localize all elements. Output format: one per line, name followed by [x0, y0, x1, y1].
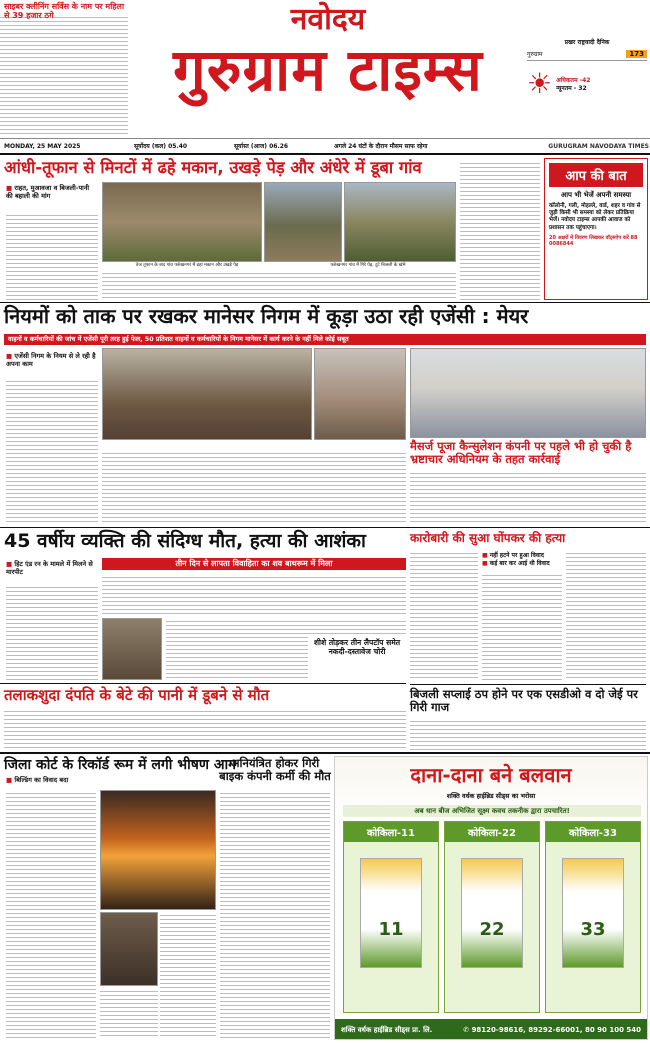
story3-headline: 45 वर्षीय व्यक्ति की संदिग्ध मौत, हत्या की आशंका — [4, 530, 366, 552]
story1-caption-2: फर्रुखनगर गांव में गिरे पेड़, टूटे बिजली के खंभे — [330, 263, 406, 268]
paper-name: GURUGRAM NAVODAYA TIMES — [548, 142, 649, 150]
divider — [410, 684, 646, 685]
bullet-icon: ■ — [6, 184, 13, 192]
story2-side-body — [410, 470, 646, 524]
price-label: प्रखर राष्ट्रवादी दैनिक — [564, 39, 610, 46]
story1-body — [6, 212, 98, 300]
price-value: 173 — [626, 50, 647, 58]
divider — [0, 138, 650, 139]
masthead — [130, 0, 526, 128]
divider — [0, 683, 406, 684]
story5-headline: तलाकशुदा दंपति के बेटे की पानी में डूबने से मौत — [4, 686, 270, 704]
ad-band: अब धान बीज अभिजित सूक्ष्म कवच तकनीक द्वारा उपचारित! — [343, 805, 641, 817]
weather-icon: ☀ — [527, 67, 553, 100]
ad-product-pack: 11 — [360, 858, 422, 968]
story2-photo-3 — [410, 348, 646, 438]
weather-min: न्यूनतम - 32 — [556, 84, 587, 92]
ad-product-pack: 22 — [461, 858, 523, 968]
ad-brand: शक्ति वर्धक हाईब्रिड सीड्स प्रा. लि. — [341, 1025, 433, 1034]
story2-headline: नियमों को ताक पर रखकर मानेसर निगम में कूड़ा उठा रही एजेंसी : मेयर — [4, 304, 529, 328]
sunrise: सूर्योदय (कल) 05.40 — [134, 143, 188, 150]
story4-bullets — [482, 552, 562, 568]
story2-body — [6, 378, 98, 524]
ad-block — [334, 756, 648, 1040]
story1-body-3 — [460, 160, 540, 300]
story7-photo-1 — [100, 790, 216, 910]
story7-body-2 — [160, 912, 216, 1038]
story4-body — [410, 550, 478, 680]
divider — [0, 527, 650, 528]
story2-photo-1 — [102, 348, 312, 440]
story4-body-2 — [482, 572, 562, 680]
story7-headline: जिला कोर्ट के रिकॉर्ड रूम में लगी भीषण आग — [4, 757, 237, 773]
story1-photo-3 — [344, 182, 456, 262]
story3-subhead: तीन दिन से लापता विवाहिता का शव बाथरूम में मिला — [102, 558, 406, 570]
ad-product-pack: 33 — [562, 858, 624, 968]
story2-body-2 — [102, 450, 406, 524]
story3-body-2 — [102, 574, 406, 616]
ad-phone-icon: ✆ 98120-98616, 89292-66001, 80 90 100 540 — [463, 1026, 641, 1034]
column-subtitle: आप भी भेजें अपनी समस्या — [560, 191, 632, 199]
ad-phone: 98120-98616, 89292-66001, 80 90 100 540 — [471, 1026, 641, 1034]
story2-subhead: वाहनों व कर्मचारियों की जांच में एजेंसी पूरी तरह हुई फेल, 50 प्रतिशत वाहनों व कर्मचारियों के निगम मानेसर में कार्य करने के नहीं मिले कोई सबूत — [4, 334, 646, 345]
story7-body — [6, 790, 96, 1038]
ad-product-row — [343, 821, 641, 1013]
story4-headline: कारोबारी की सुआ घोंपकर की हत्या — [410, 531, 566, 545]
weather-max: अधिकतम -42 — [556, 76, 591, 84]
story4-body-3 — [566, 550, 646, 680]
story3-quote-box — [308, 636, 406, 682]
sunset: सूर्यास्त (आज) 06.26 — [234, 143, 289, 150]
column-title: आप की बात — [549, 163, 643, 187]
story3-photo — [102, 618, 162, 680]
ad-product-1 — [343, 821, 439, 1013]
ad-footer — [335, 1019, 647, 1040]
divider — [0, 153, 650, 155]
date: MONDAY, 25 MAY 2025 — [4, 142, 81, 150]
story7-body-3 — [100, 988, 158, 1038]
column-footer: 20 अक्षरों में विवरण लिखकर वॉट्सऐप करें 88 0086844 — [549, 234, 638, 247]
column-box — [544, 158, 648, 300]
weather-tagline: अगले 24 घंटों के दौरान मौसम साफ रहेगा — [334, 143, 428, 150]
story5-body — [4, 708, 406, 750]
story2-photo-2 — [314, 348, 406, 440]
story1-body-2 — [102, 270, 456, 300]
price-box — [527, 38, 647, 134]
story2-bullet: ■ एजेंसी निगम के नियम से ले रही है अपना काम — [6, 352, 96, 368]
ad-product-label: कोकिला-11 — [344, 822, 438, 842]
story3-body — [6, 584, 98, 680]
story2-side-headline: मैसर्ज पूजा कैन्सुलेशन कंपनी पर पहले भी हो चुकी है भ्रष्टाचार अधिनियम के तहत कार्रवाई — [410, 439, 632, 466]
bullet-icon: ■ — [6, 352, 13, 360]
bullet-icon: ■ — [6, 560, 13, 568]
dateline — [0, 140, 650, 152]
story8-body — [220, 790, 330, 1038]
ad-tagline: शक्ति वर्धक हाईब्रिड सीड्स का भरोसा — [446, 792, 536, 800]
story1-caption-1: तेज तूफान के बाद गांव फर्रुखनगर में ढहा मकान और उखड़े पेड़ — [135, 263, 239, 268]
story8-headline: अनियंत्रित होकर गिरी बाइक कंपनी कर्मी की मौत — [219, 756, 331, 783]
story4-bullet-2: ■ कई बार कर आई थी विवाद — [482, 560, 550, 567]
ad-headline: दाना-दाना बने बलवान — [410, 763, 572, 787]
price-city: गुरुग्राम — [527, 51, 543, 58]
story4-bullet-1: ■ नहीं हटने पर हुआ विवाद — [482, 552, 544, 559]
story3-bullet: ■ हिट एंड रन के मामले में मिलने से मारपीट — [6, 560, 93, 576]
ad-product-label: कोकिला-22 — [445, 822, 539, 842]
story1-bullet: ■ राहत, मुआवजा व बिजली-पानी की बहाली की मांग — [6, 184, 90, 200]
story6-headline: बिजली सप्लाई ठप होने पर एक एसडीओ व दो जेई पर गिरी गाज — [410, 687, 638, 714]
story7-photo-2 — [100, 912, 158, 986]
story1-photo-1 — [102, 182, 262, 262]
ad-product-2 — [444, 821, 540, 1013]
ad-product-label: कोकिला-33 — [546, 822, 640, 842]
story6-body — [410, 718, 646, 750]
column-body: कॉलोनी, गली, मोहल्ले, वार्ड, शहर व गांव से जुड़ी किसी भी समस्या को लेकर प्रतिक्रिया भेजें। नवोदय टाइम्स आपकी आवाज को प्रशासन तक पहुंचाएगा। — [549, 203, 641, 231]
story3-quote-title: शीशे तोड़कर तीन लैपटॉप समेत नकदी-दस्तावेज चोरी — [313, 638, 401, 656]
story7-bullet: ■ बिल्डिंग का विवाद बदा — [6, 776, 69, 784]
story1-photo-2 — [264, 182, 342, 262]
lead-story-body — [0, 14, 128, 136]
masthead-top: नवोदय — [290, 2, 366, 37]
divider — [0, 752, 650, 754]
story1-headline: आंधी-तूफान से मिनटों में ढहे मकान, उखड़े पेड़ और अंधेरे में डूबा गांव — [4, 158, 422, 177]
ad-product-3 — [545, 821, 641, 1013]
masthead-main: गुरुग्राम टाइम्स — [173, 35, 483, 104]
lead-story-title: साइबर क्लीनिंग सर्विस के नाम पर महिला से 39 हजार ठगे — [4, 2, 125, 20]
divider — [0, 302, 650, 303]
